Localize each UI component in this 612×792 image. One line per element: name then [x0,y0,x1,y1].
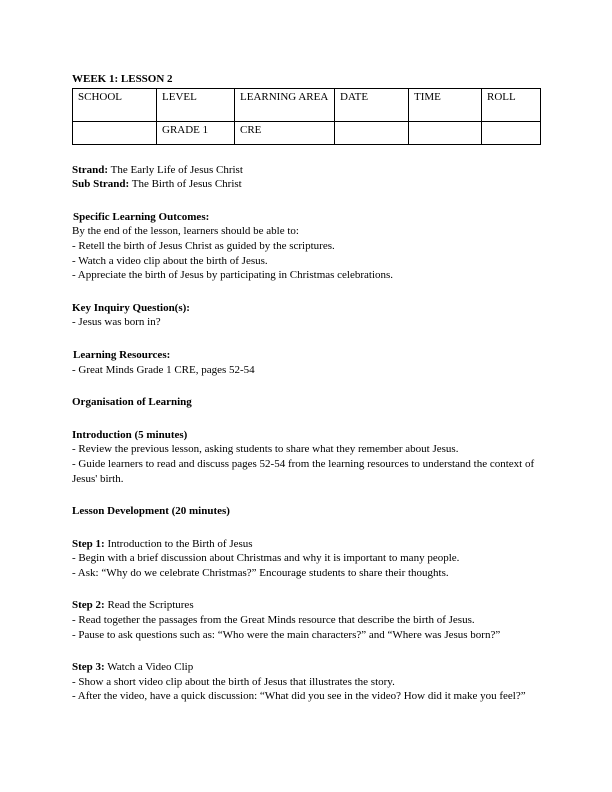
header-time: TIME [409,88,482,121]
list-item: - Appreciate the birth of Jesus by participating in Christmas celebrations. [72,269,394,282]
step-1-label: Step 1: [72,537,105,550]
sub-strand-value: The Birth of Jesus Christ [131,178,242,191]
table-value-row [73,121,541,144]
list-item: - Great Minds Grade 1 CRE, pages 52-54 [72,363,255,376]
organisation-section [72,395,540,410]
step-2-title: Read the Scriptures [107,599,194,612]
outcomes-heading: Specific Learning Outcomes: [73,210,210,223]
strand-value: The Early Life of Jesus Christ [110,163,243,176]
step-2-title-line [72,598,540,613]
lesson-info-table [72,88,541,145]
outcomes-intro: By the end of the lesson, learners should be able to: [72,225,299,238]
table-header-row [73,88,541,121]
inquiry-section [72,301,540,330]
list-item: - Guide learners to read and discuss pages 52-54 from the learning resources to understand the context of Jesus' birth. [72,457,535,485]
header-level: LEVEL [157,88,235,121]
header-learning-area: LEARNING AREA [235,88,335,121]
value-date [335,121,409,144]
header-roll: ROLL [482,88,541,121]
list-item: - After the video, have a quick discussion: “What did you see in the video? How did it make you feel?” [72,690,526,703]
outcomes-section [72,210,540,283]
list-item: - Jesus was born in? [72,316,161,329]
value-time [409,121,482,144]
step-1-title: Introduction to the Birth of Jesus [107,537,253,550]
strand-label: Strand: [72,163,109,176]
step-1-section [72,537,540,581]
inquiry-heading: Key Inquiry Question(s): [72,301,190,314]
list-item: - Watch a video clip about the birth of Jesus. [72,254,268,267]
step-3-section [72,660,540,704]
value-level: GRADE 1 [157,121,235,144]
value-learning-area: CRE [235,121,335,144]
development-heading: Lesson Development (20 minutes) [72,505,230,518]
sub-strand-label: Sub Strand: [72,178,130,191]
value-school [73,121,157,144]
list-item: - Show a short video clip about the birth of Jesus that illustrates the story. [72,675,395,688]
list-item: - Read together the passages from the Great Minds resource that describe the birth of Jesus. [72,614,475,627]
step-3-label: Step 3: [72,661,105,674]
introduction-section [72,428,540,486]
value-roll [482,121,541,144]
step-3-title: Watch a Video Clip [107,661,194,674]
list-item: - Retell the birth of Jesus Christ as guided by the scriptures. [72,239,335,252]
step-3-title-line [72,660,540,675]
sub-strand-line [72,177,540,192]
list-item: - Pause to ask questions such as: “Who were the main characters?” and “Where was Jesus born?” [72,628,501,641]
step-2-label: Step 2: [72,599,105,612]
list-item: - Review the previous lesson, asking students to share what they remember about Jesus. [72,443,459,456]
development-section [72,504,540,519]
header-date: DATE [335,88,409,121]
organisation-heading: Organisation of Learning [72,396,192,409]
step-2-section [72,598,540,642]
resources-section [72,348,540,377]
strand-section [72,163,540,192]
strand-line [72,163,540,178]
list-item: - Begin with a brief discussion about Christmas and why it is important to many people. [72,552,460,565]
resources-heading: Learning Resources: [73,348,171,361]
step-1-title-line [72,537,540,552]
week-title: WEEK 1: LESSON 2 [72,73,173,85]
lesson-plan-page [72,72,540,704]
header-school: SCHOOL [73,88,157,121]
introduction-heading: Introduction (5 minutes) [72,428,188,441]
list-item: - Ask: “Why do we celebrate Christmas?” Encourage students to share their thoughts. [72,566,449,579]
